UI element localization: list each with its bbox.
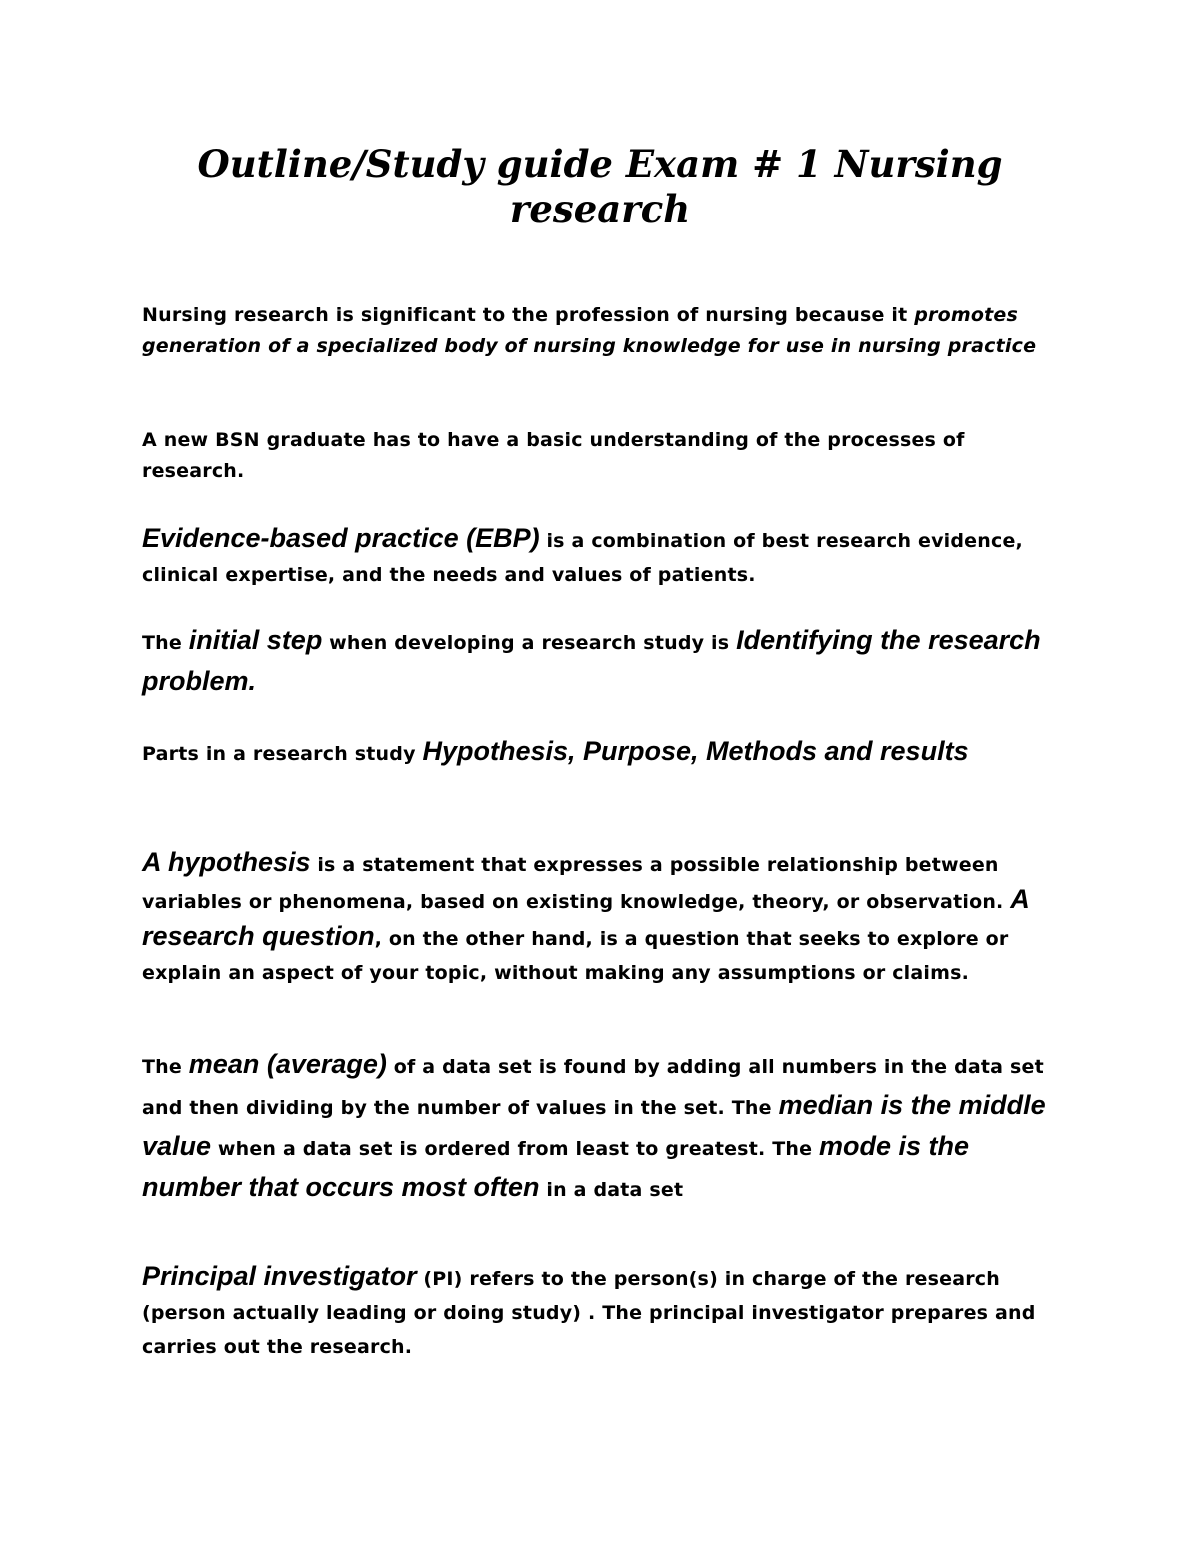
paragraph-hypothesis-text1: is a statement that expresses a possible relationship between variables or phenomena, based on existing knowledge, theory, or observation. [142, 854, 1011, 913]
term-median: median is the middle value [142, 1090, 1046, 1161]
paragraph-significance-emphasis: promotes generation of a specialized body of nursing knowledge for use in nursing practice [142, 304, 1037, 357]
term-mode: mode is the number that occurs most often [142, 1131, 970, 1202]
term-mean: mean (average) [188, 1049, 387, 1079]
paragraph-statistics-text1: of a data set is found by adding all numbers in the data set and then dividing by the number of values in the set. The [142, 1056, 1044, 1119]
paragraph-hypothesis [142, 845, 1062, 990]
paragraph-initial-step-lead: The [142, 632, 189, 654]
paragraph-bsn-graduate: A new BSN graduate has to have a basic understanding of the processes of research. [142, 429, 965, 482]
paragraph-ebp [142, 521, 1062, 592]
paragraph-study-parts [142, 732, 1062, 773]
paragraph-principal-investigator [142, 1259, 1062, 1364]
paragraph-study-parts-lead: Parts in a research study [142, 743, 423, 765]
paragraph-hypothesis-text2: , on the other hand, is a question that seeks to explore or explain an aspect of your topic, without making any assumptions or claims. [142, 928, 1009, 984]
paragraph-principal-investigator-text: (PI) refers to the person(s) in charge of the research (person actually leading or doing study) . The principal investigator prepares and carries out the research. [142, 1268, 1036, 1358]
paragraph-significance-lead: Nursing research is significant to the profession of nursing because it [142, 304, 915, 326]
paragraph-statistics-text3: in a data set [539, 1179, 684, 1201]
term-principal-investigator: Principal investigator [142, 1261, 417, 1291]
term-hypothesis: A hypothesis [142, 847, 311, 877]
document-title: Outline/Study guide Exam # 1 Nursing research [197, 142, 1003, 231]
term-initial-step: initial step [188, 625, 323, 655]
term-research-question: A research question [142, 884, 1029, 951]
term-ebp: Evidence-based practice (EBP) [142, 523, 540, 553]
paragraph-statistics-text2: when a data set is ordered from least to greatest. The [211, 1138, 819, 1160]
paragraph-significance [142, 300, 1062, 362]
paragraph-ebp-text: is a combination of best research evidence, clinical expertise, and the needs and values of patients. [142, 530, 1023, 586]
paragraph-initial-step-mid: when developing a research study is [322, 632, 737, 654]
paragraph-statistics [142, 1045, 1062, 1209]
term-study-parts: Hypothesis, Purpose, Methods and results [422, 736, 969, 766]
paragraph-statistics-lead: The [142, 1056, 189, 1078]
paragraph-initial-step [142, 621, 1062, 703]
term-identifying-problem: Identifying the research problem. [142, 625, 1041, 696]
